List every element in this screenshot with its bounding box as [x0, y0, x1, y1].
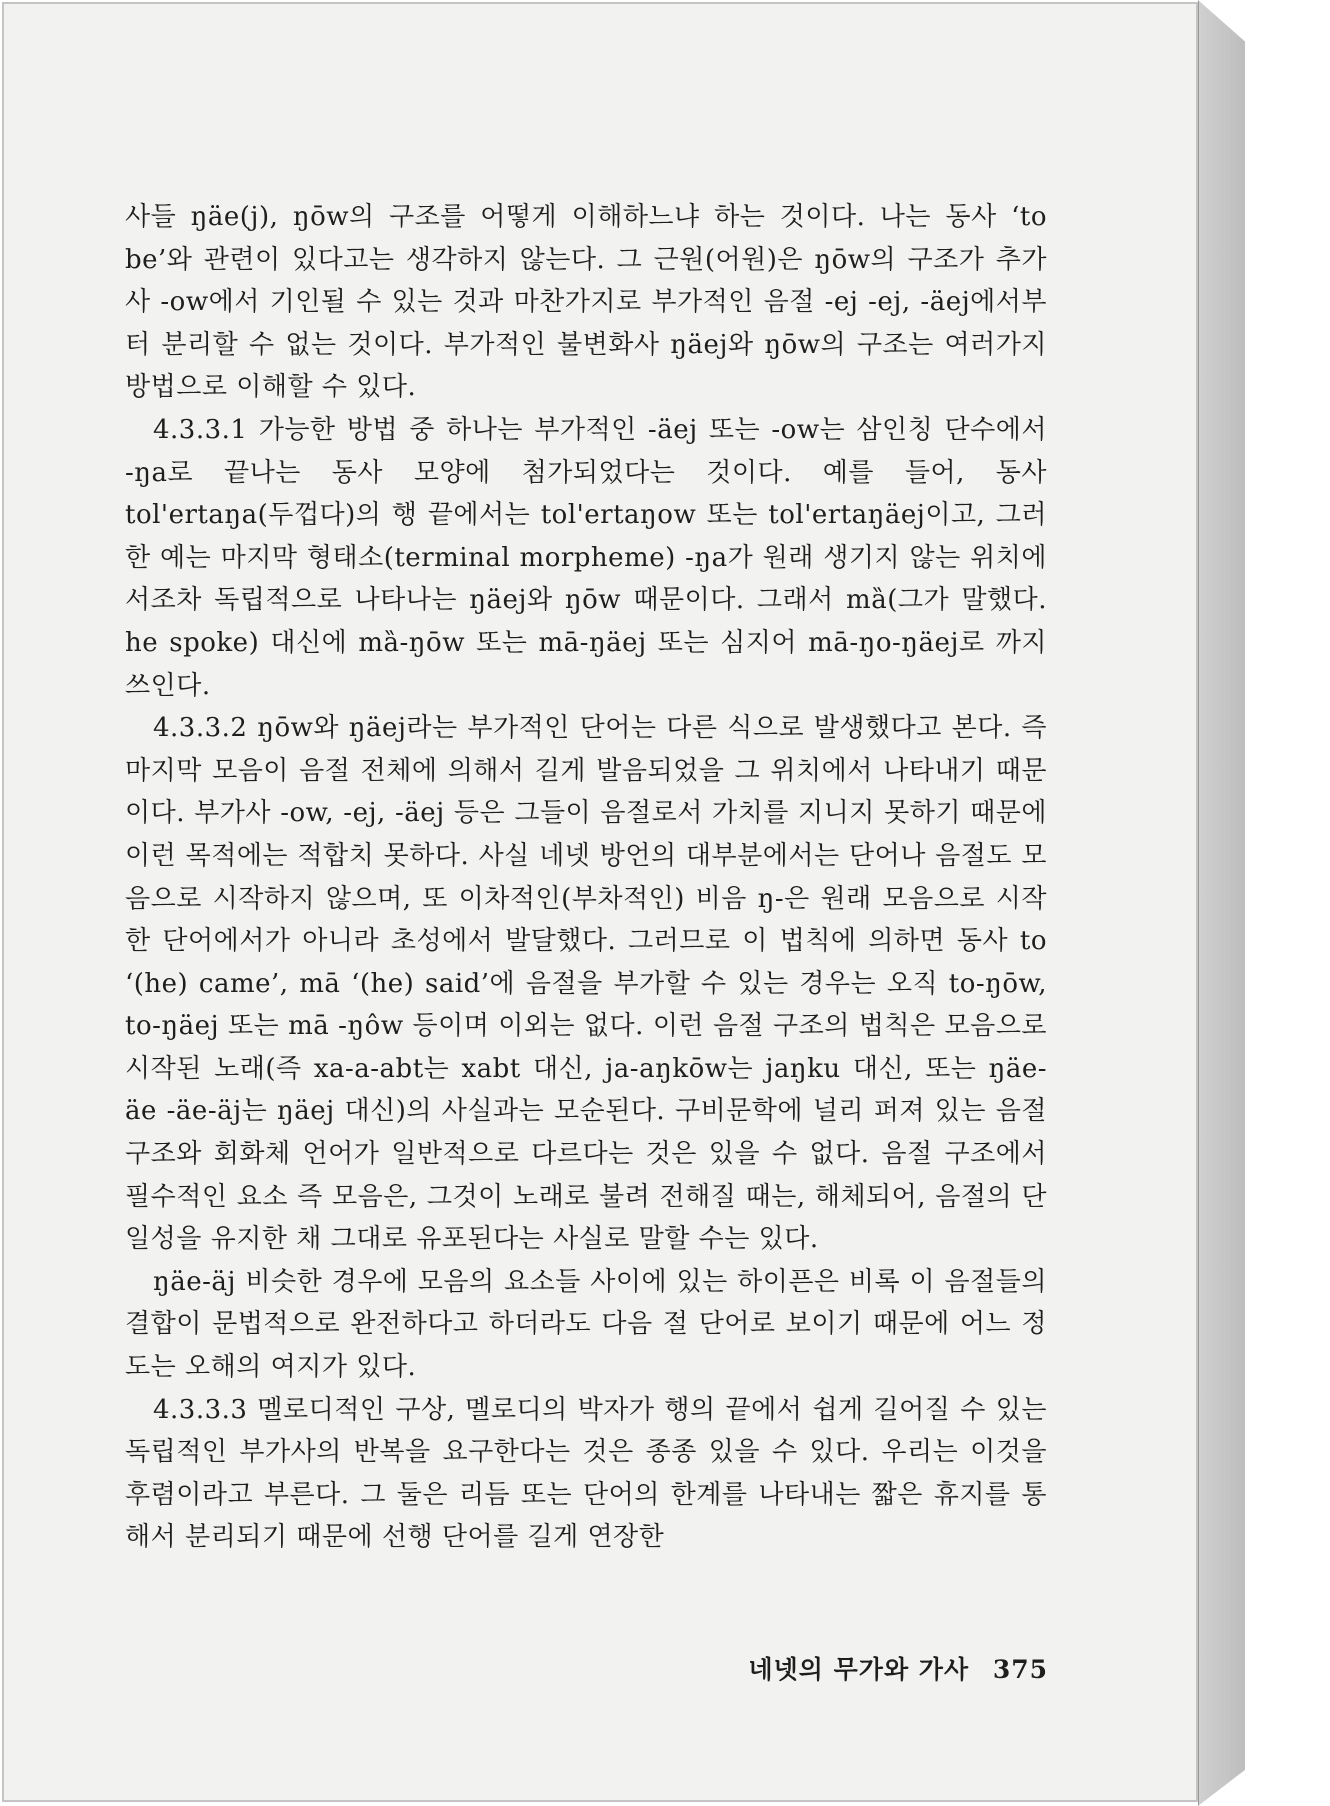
page-number: 375	[992, 1655, 1048, 1684]
body-text	[125, 196, 1047, 1559]
paragraph-hyphen-note: ŋäe-äj 비슷한 경우에 모음의 요소들 사이에 있는 하이픈은 비록 이 음절들의 결합이 문법적으로 완전하다고 하더라도 다음 절 단어로 보이기 때문에 어느 정도는 오해의 여지가 있다.	[125, 1266, 1047, 1383]
paragraph-4-3-3-3: 4.3.3.3 멜로디적인 구상, 멜로디의 박자가 행의 끝에서 쉽게 길어질 수 있는 독립적인 부가사의 반복을 요구한다는 것은 종종 있을 수 있다. 우리는 이것을 후렴이라고 부른다. 그 둘은 리듬 또는 단어의 한계를 나타내는 짧은 휴지를 통해서 분리되기 때문에 선행 단어를 길게 연장한	[125, 1394, 1047, 1553]
running-title: 네넷의 무가와 가사	[748, 1655, 970, 1684]
paragraph-4-3-3-1: 4.3.3.1 가능한 방법 중 하나는 부가적인 -äej 또는 -ow는 삼인칭 단수에서 -ŋa로 끝나는 동사 모양에 첨가되었다는 것이다. 예를 들어, 동사 tol'ertaŋa(두껍다)의 행 끝에서는 tol'ertaŋow 또는 tol'ertaŋäej이고, 그러한 예는 마지막 형태소(terminal morpheme) -ŋa가 원래 생기지 않는 위치에서조차 독립적으로 나타나는 ŋäej와 ŋōw 때문이다. 그래서 mȁ(그가 말했다. he spoke) 대신에 mȁ-ŋōw 또는 mā-ŋäej 또는 심지어 mā-ŋo-ŋäej로 까지 쓰인다.	[125, 414, 1047, 701]
paragraph-1: 사들 ŋäe(j), ŋōw의 구조를 어떻게 이해하느냐 하는 것이다. 나는 동사 ‘to be’와 관련이 있다고는 생각하지 않는다. 그 근원(어원)은 ŋōw의 구조가 추가사 -ow에서 기인될 수 있는 것과 마찬가지로 부가적인 음절 -ej -ej, -äej에서부터 분리할 수 없는 것이다. 부가적인 불변화사 ŋäej와 ŋōw의 구조는 여러가지 방법으로 이해할 수 있다.	[125, 202, 1047, 403]
book-edge	[1198, 0, 1245, 1806]
page-footer	[708, 1650, 1048, 1686]
paragraph-4-3-3-2: 4.3.3.2 ŋōw와 ŋäej라는 부가적인 단어는 다른 식으로 발생했다고 본다. 즉 마지막 모음이 음절 전체에 의해서 길게 발음되었을 그 위치에서 나타내기 때문이다. 부가사 -ow, -ej, -äej 등은 그들이 음절로서 가치를 지니지 못하기 때문에 이런 목적에는 적합치 못하다. 사실 네넷 방언의 대부분에서는 단어나 음절도 모음으로 시작하지 않으며, 또 이차적인(부차적인) 비음 ŋ-은 원래 모음으로 시작한 단어에서가 아니라 초성에서 발달했다. 그러므로 이 법칙에 의하면 동사 to ‘(he) came’, mā ‘(he) said’에 음절을 부가할 수 있는 경우는 오직 to-ŋōw, to-ŋäej 또는 mā -ŋôw 등이며 이외는 없다. 이런 음절 구조의 법칙은 모음으로 시작된 노래(즉 xa-a-abt는 xabt 대신, ja-aŋkōw는 jaŋku 대신, 또는 ŋäe-äe -äe-äj는 ŋäej 대신)의 사실과는 모순된다. 구비문학에 널리 퍼져 있는 음절구조와 회화체 언어가 일반적으로 다르다는 것은 있을 수 없다. 음절 구조에서 필수적인 요소 즉 모음은, 그것이 노래로 불려 전해질 때는, 해체되어, 음절의 단일성을 유지한 채 그대로 유포된다는 사실로 말할 수는 있다.	[125, 713, 1047, 1255]
